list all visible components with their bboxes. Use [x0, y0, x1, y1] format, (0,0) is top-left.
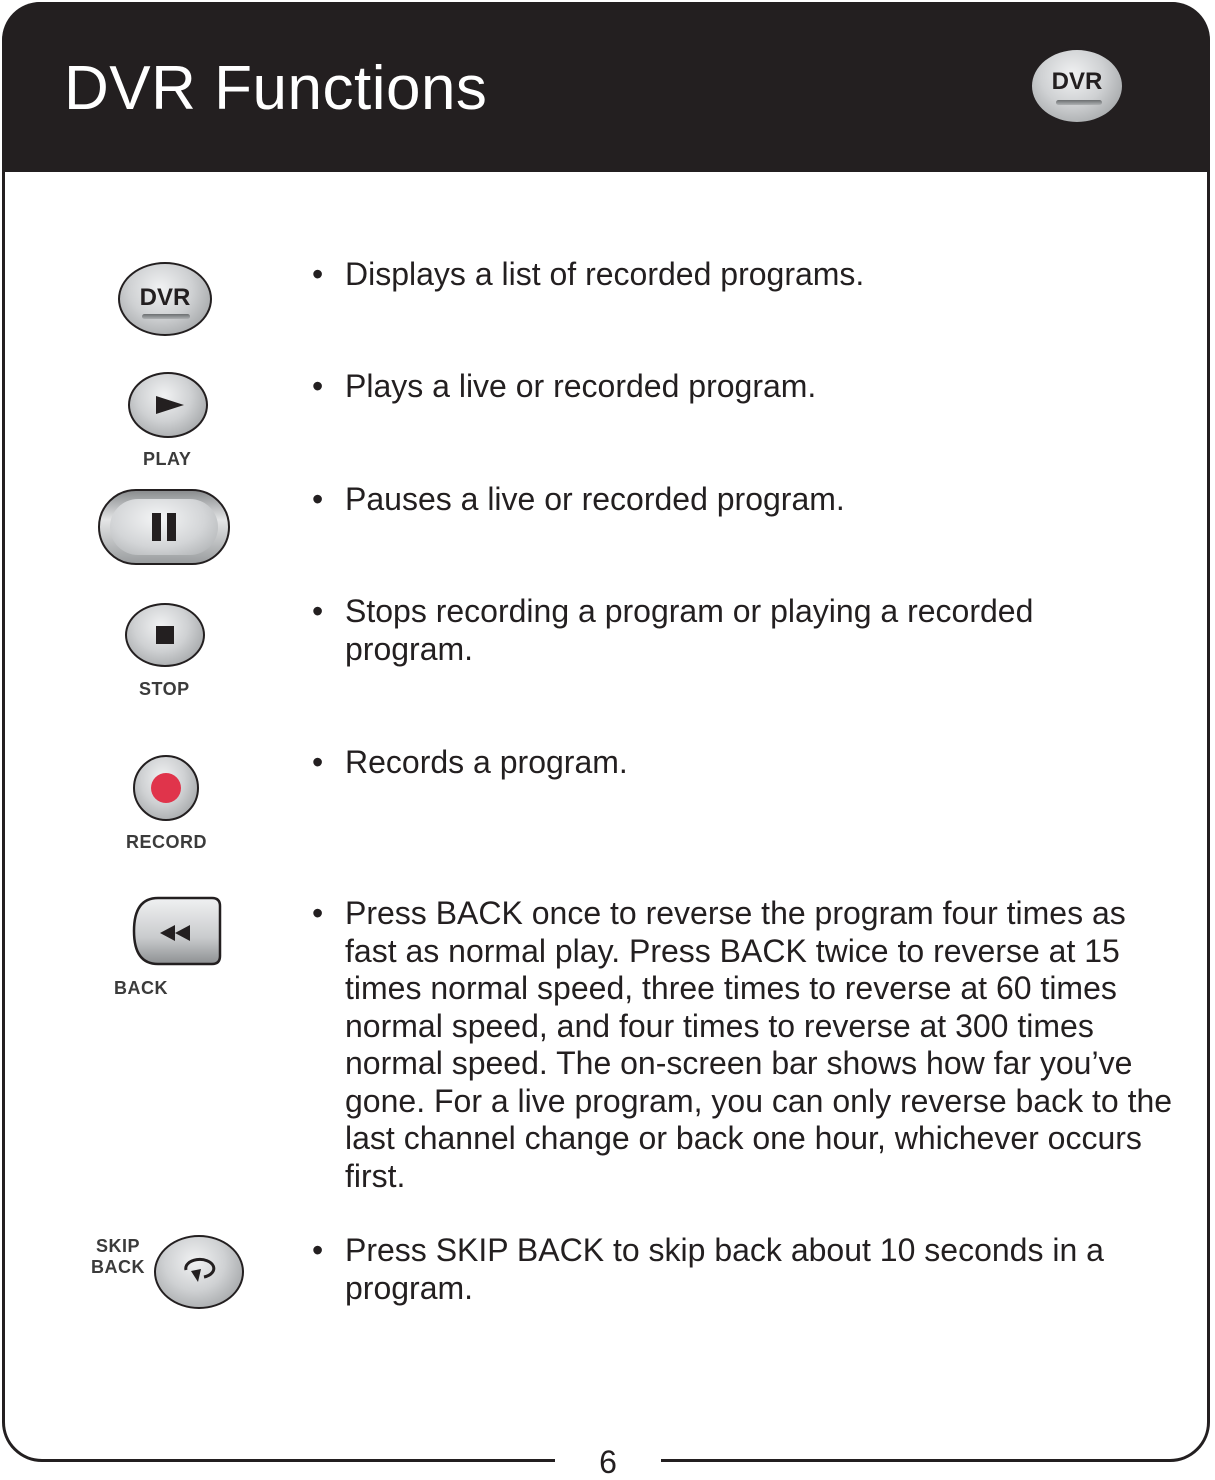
description-text: Press BACK once to reverse the program four times as fast as normal play. Press BACK twice to reverse at 15 times normal speed, three times to reverse at 60 times normal speed, and four times to reverse at 300 times normal speed. The on-screen bar shows how far you’ve gone. For a live program, you can only reverse back to the last channel change or back one hour, whichever occurs first.	[345, 895, 1173, 1194]
dvr-button	[118, 262, 212, 336]
record-caption: RECORD	[126, 832, 208, 852]
description-stop	[312, 593, 1072, 668]
description-text: Pauses a live or recorded program.	[345, 481, 845, 517]
description-text: Press SKIP BACK to skip back about 10 seconds in a program.	[345, 1232, 1104, 1306]
header-bar	[2, 2, 1210, 172]
dvr-button-underline	[142, 314, 190, 319]
stop-icon	[125, 603, 205, 667]
skip-back-button	[154, 1235, 244, 1309]
description-skip-back	[312, 1232, 1162, 1307]
description-pause	[312, 481, 1182, 519]
bullet: •	[312, 368, 324, 404]
stop-button	[125, 603, 205, 667]
record-button	[133, 755, 199, 821]
header-dvr-button	[1030, 48, 1124, 124]
skip-back-icon	[154, 1235, 244, 1309]
back-button	[128, 894, 228, 974]
bullet: •	[312, 256, 324, 292]
pause-button	[98, 489, 230, 565]
skip-back-caption-line2: BACK	[91, 1257, 145, 1277]
description-play	[312, 368, 1182, 406]
play-caption: PLAY	[143, 449, 192, 469]
back-caption: BACK	[114, 978, 168, 998]
description-text: Records a program.	[345, 744, 628, 780]
bullet: •	[312, 744, 324, 780]
bullet: •	[312, 895, 324, 931]
stop-caption: STOP	[139, 679, 190, 699]
bullet: •	[312, 593, 324, 629]
page-title: DVR Functions	[64, 54, 488, 123]
play-icon	[128, 372, 208, 438]
description-record	[312, 744, 1182, 782]
description-text: Plays a live or recorded program.	[345, 368, 817, 404]
page-number: 6	[599, 1444, 617, 1480]
dvr-button-label: DVR	[139, 284, 191, 311]
play-button	[128, 372, 208, 438]
description-text: Displays a list of recorded programs.	[345, 256, 865, 292]
header-dvr-button-label: DVR	[1051, 68, 1103, 95]
bullet: •	[312, 1232, 324, 1268]
description-text: Stops recording a program or playing a recorded program.	[345, 593, 1034, 667]
skip-back-caption-line1: SKIP	[96, 1236, 141, 1256]
pause-icon	[98, 489, 230, 565]
description-back	[312, 895, 1182, 1195]
description-dvr	[312, 256, 1182, 294]
bullet: •	[312, 481, 324, 517]
record-icon	[133, 755, 199, 821]
header-dvr-underline	[1056, 100, 1102, 105]
